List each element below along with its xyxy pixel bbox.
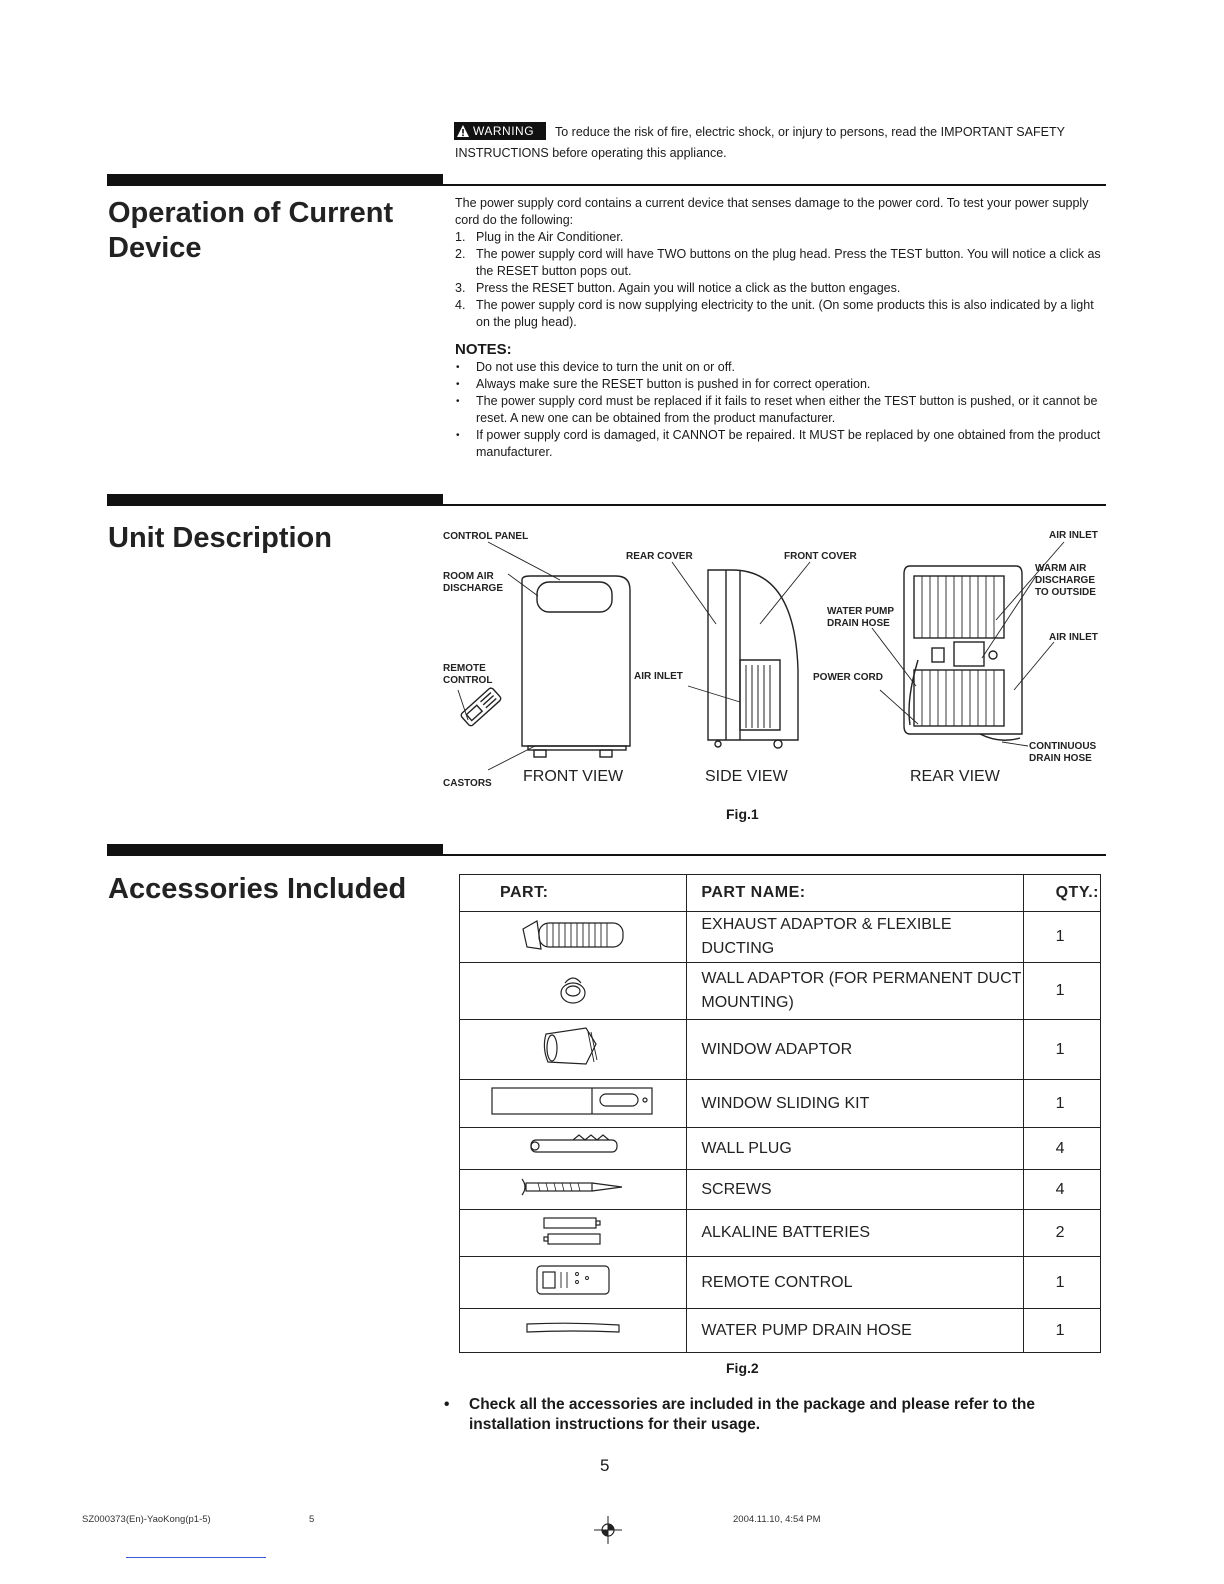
table-row bbox=[460, 1257, 1101, 1309]
fig2-caption: Fig.2 bbox=[726, 1360, 759, 1376]
accessories-table bbox=[459, 874, 1101, 1353]
front-view-caption: FRONT VIEW bbox=[523, 768, 624, 785]
list-item: • If power supply cord is damaged, it CANNOT be repaired. It MUST be replaced by one obtained from the product manufacturer. bbox=[455, 427, 1106, 461]
registration-mark-icon bbox=[594, 1516, 622, 1544]
table-row bbox=[460, 1080, 1101, 1128]
front-discharge-grille bbox=[537, 582, 612, 612]
part-image bbox=[460, 1170, 687, 1210]
operation-body bbox=[455, 195, 1106, 461]
page-number: 5 bbox=[600, 1456, 610, 1475]
front-unit-body bbox=[522, 576, 630, 746]
label-room-air-discharge: ROOM AIR DISCHARGE bbox=[443, 571, 504, 594]
window-adaptor-drawing bbox=[538, 1024, 608, 1070]
warning-badge: WARNING bbox=[454, 122, 546, 140]
table-row bbox=[460, 1170, 1101, 1210]
list-item: 2. The power supply cord will have TWO buttons on the plug head. Press the TEST button. You will notice a click as the RESET button pops out. bbox=[455, 247, 1101, 278]
label-front-cover: FRONT COVER bbox=[784, 551, 857, 562]
part-name: WALL PLUG bbox=[687, 1128, 1023, 1170]
notes-heading: NOTES: bbox=[455, 341, 512, 358]
part-qty: 4 bbox=[1023, 1170, 1100, 1210]
table-row bbox=[460, 1309, 1101, 1353]
part-qty: 1 bbox=[1023, 1020, 1100, 1080]
notes-list bbox=[455, 359, 1106, 461]
remote-control-drawing bbox=[533, 1262, 613, 1298]
table-row bbox=[460, 1128, 1101, 1170]
remote-control-drawing bbox=[460, 687, 502, 727]
part-qty: 2 bbox=[1023, 1210, 1100, 1257]
label-warm-air-discharge: WARM AIR DISCHARGE TO OUTSIDE bbox=[1035, 563, 1096, 598]
rear-view-caption: REAR VIEW bbox=[910, 768, 1000, 785]
label-continuous-drain-hose: CONTINUOUS DRAIN HOSE bbox=[1029, 741, 1097, 764]
part-name: WINDOW ADAPTOR bbox=[687, 1020, 1023, 1080]
label-air-inlet-top: AIR INLET bbox=[1049, 530, 1098, 541]
header-part: PART: bbox=[460, 875, 687, 912]
label-water-pump-drain-hose: WATER PUMP DRAIN HOSE bbox=[827, 606, 895, 629]
warning-triangle-icon bbox=[456, 124, 470, 138]
part-qty: 1 bbox=[1023, 963, 1100, 1020]
part-image bbox=[460, 1309, 687, 1353]
part-name: SCREWS bbox=[687, 1170, 1023, 1210]
part-name: ALKALINE BATTERIES bbox=[687, 1210, 1023, 1257]
window-sliding-kit-drawing bbox=[488, 1084, 658, 1118]
operation-steps bbox=[455, 229, 1106, 331]
warning-text: To reduce the risk of fire, electric shock, or injury to persons, read the IMPORTANT SAFETY INSTRUCTIONS before operating this appliance. bbox=[455, 125, 1065, 160]
label-remote-control: REMOTE CONTROL bbox=[443, 663, 493, 686]
side-unit-body bbox=[708, 570, 798, 740]
section-title-accessories: Accessories Included bbox=[108, 873, 407, 905]
header-part-name: PART NAME: bbox=[687, 875, 1023, 912]
part-qty: 1 bbox=[1023, 912, 1100, 963]
drain-hose-drawing bbox=[523, 1318, 623, 1338]
label-air-inlet-side: AIR INLET bbox=[634, 671, 683, 682]
side-view-caption: SIDE VIEW bbox=[705, 768, 788, 785]
part-image bbox=[460, 1020, 687, 1080]
footer-doc-code: SZ000373(En)-YaoKong(p1-5) bbox=[82, 1514, 211, 1525]
exhaust-duct-drawing bbox=[513, 915, 633, 955]
footer-page: 5 bbox=[309, 1514, 315, 1525]
part-image bbox=[460, 1080, 687, 1128]
label-rear-cover: REAR COVER bbox=[626, 551, 693, 562]
accessories-check-note: • Check all the accessories are included in the package and please refer to the installation instructions for their usage. bbox=[444, 1395, 1109, 1435]
section-divider bbox=[107, 494, 1106, 508]
table-header-row bbox=[460, 875, 1101, 912]
part-name: WALL ADAPTOR (FOR PERMANENT DUCT MOUNTING) bbox=[687, 963, 1023, 1020]
list-item: • Always make sure the RESET button is pushed in for correct operation. bbox=[455, 376, 1106, 393]
header-qty: QTY.: bbox=[1023, 875, 1100, 912]
fig1-caption: Fig.1 bbox=[726, 806, 759, 822]
list-item: 4. The power supply cord is now supplying electricity to the unit. (On some products this is also indicated by a light on the plug head). bbox=[455, 298, 1094, 329]
label-air-inlet-right: AIR INLET bbox=[1049, 632, 1098, 643]
part-name: EXHAUST ADAPTOR & FLEXIBLE DUCTING bbox=[687, 912, 1023, 963]
wall-adaptor-drawing bbox=[553, 969, 593, 1009]
part-name: WATER PUMP DRAIN HOSE bbox=[687, 1309, 1023, 1353]
part-qty: 1 bbox=[1023, 1257, 1100, 1309]
list-item: • Do not use this device to turn the unit on or off. bbox=[455, 359, 1106, 376]
part-image bbox=[460, 1257, 687, 1309]
table-row bbox=[460, 1020, 1101, 1080]
part-qty: 1 bbox=[1023, 1080, 1100, 1128]
label-power-cord: POWER CORD bbox=[813, 672, 883, 683]
table-row bbox=[460, 912, 1101, 963]
footer-timestamp: 2004.11.10, 4:54 PM bbox=[733, 1514, 821, 1525]
part-image bbox=[460, 1128, 687, 1170]
list-item: • The power supply cord must be replaced if it fails to reset when either the TEST button is pushed, or it cannot be reset. A new one can be obtained from the product manufacturer. bbox=[455, 393, 1106, 427]
part-image bbox=[460, 1210, 687, 1257]
part-image bbox=[460, 912, 687, 963]
section-divider bbox=[107, 174, 1106, 188]
label-control-panel: CONTROL PANEL bbox=[443, 531, 529, 542]
section-title-unit: Unit Description bbox=[108, 522, 332, 554]
list-item: 3. Press the RESET button. Again you will notice a click as the button engages. bbox=[455, 281, 901, 295]
part-qty: 4 bbox=[1023, 1128, 1100, 1170]
label-castors: CASTORS bbox=[443, 778, 492, 789]
part-qty: 1 bbox=[1023, 1309, 1100, 1353]
table-row bbox=[460, 963, 1101, 1020]
section-title-operation: Operation of Current Device bbox=[108, 197, 394, 264]
screw-drawing bbox=[518, 1175, 628, 1199]
section-divider bbox=[107, 844, 1106, 858]
operation-intro: The power supply cord contains a current device that senses damage to the power cord. To test your power supply cord do the following: bbox=[455, 196, 1089, 227]
wall-plug-drawing bbox=[523, 1133, 623, 1159]
list-item: 1. Plug in the Air Conditioner. bbox=[455, 230, 624, 244]
part-name: REMOTE CONTROL bbox=[687, 1257, 1023, 1309]
part-image bbox=[460, 963, 687, 1020]
footer-underline bbox=[126, 1557, 266, 1558]
batteries-drawing bbox=[538, 1214, 608, 1248]
unit-diagram bbox=[440, 520, 1110, 810]
table-row bbox=[460, 1210, 1101, 1257]
part-name: WINDOW SLIDING KIT bbox=[687, 1080, 1023, 1128]
